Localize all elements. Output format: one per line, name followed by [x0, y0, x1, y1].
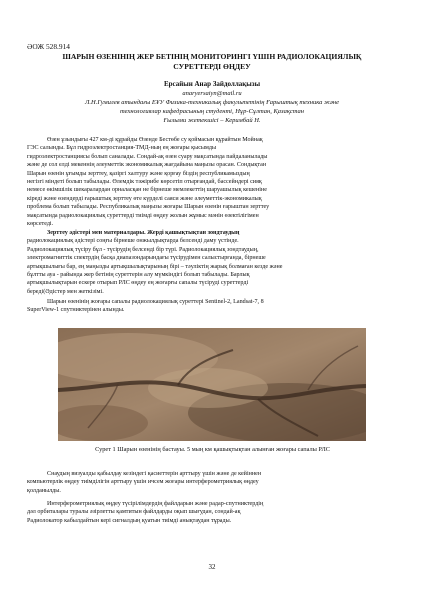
supervisor: Ғылыми жетекшісі – Керимбай Н.	[163, 117, 261, 124]
paragraph-interferometry	[27, 500, 398, 525]
paragraph-sources	[27, 298, 398, 315]
text-line: Радиолокациялық түсіру бұл - түсірудің белсенді бір түрі. Радиолокациялық зондтаудың,	[27, 246, 259, 253]
text-line: Снаудың визуалды қабылдау кезіндегі қасиеттерін арттыру үшін және де кейіннен	[47, 471, 262, 477]
text-line: кіреді және өзендерді ғарыштық зерттеу өте күрделі саяси және әлеуметтік-экономикалық	[27, 195, 262, 202]
text-line: гидроэлектростанциясы болып саналады. Сондай-ақ өзен суару мақсатында пайдаланылады	[27, 153, 268, 160]
text-line: Өзен ұзындығы 427 км-ді құрайды Өзенде Бестөбе су қоймасын құрайтын Мойнақ	[47, 137, 263, 143]
text-line: мақсатында радиолокациялық суреттерді тиімді өңдеу жолын жұмыс мәнін өзектілігімен	[27, 212, 259, 219]
text-line: Интерферометриялық өңдеу түсірілімдердің файлдарын және радар-спутниктердің	[47, 501, 264, 507]
text-line: немесе өкімшілік шекаралардан орналасқан не бірнеше мемлекеттің шаруашылық кешеніне	[27, 187, 267, 194]
author-email: anaryersaiyn@mail.ru	[182, 90, 242, 97]
page-number: 32	[208, 563, 216, 571]
text-line: артықшылықтарын ескере отырып РЛС өңдеу ең жоғарғы сапалы түсіруді суреттерді	[27, 280, 249, 287]
text-line: негізгі міндеті болып табылады. Өлемдік тәжірибе көрсетіп отырғандай, бассейндері сияқ	[27, 179, 262, 186]
paper-title-line-2: СУРЕТТЕРДІ ӨҢДЕУ	[173, 62, 251, 71]
text-line: Зерттеу әдістері мен материалдары. Жерді қашықтықтан зондтаудың	[47, 230, 240, 236]
text-line: Шарын өзенін ұғымды зерттеу, қазіргі халтуру және қорғау біздің республикамыздың	[27, 170, 250, 177]
affiliation-line-1: Л.Н.Гумилев атындағы ЕҰУ Физика-техникалық факультетінің Ғарыштық техника және	[84, 99, 340, 106]
udc-code: ӘОЖ 528.914	[27, 42, 70, 51]
text-line: радиолокациялық әдістері соңғы бірнеше онжылдықтарда белсенді даму үстінде.	[27, 238, 239, 245]
figure-1-radar-photo	[58, 328, 366, 441]
text-line: бұлтты ауа - райында жер бетінің суреттерін алу мүмкіндігі болып табылады. Барлық	[27, 272, 250, 279]
text-line: және де сол елді мекеннің әлеуметтік экономикалық жағдайына маңызы орасан. Сондықтан	[27, 162, 267, 169]
text-line: көрсетеді.	[27, 221, 54, 228]
text-line: ГЭС салынды. Бұл гидроэлектростанция-ТМД-ның ең жоғары қысымды	[27, 145, 217, 152]
text-line: береді(Әдістер мен жеткізімі.	[27, 288, 104, 295]
affiliation-line-2: технологиялар кафедрасының студенті, Нұр-Сұлтан, Қазақстан	[119, 108, 305, 115]
author-name: Ерсайын Анар Зайдоллақызы	[163, 80, 261, 88]
text-line: дәл орбиталары туралы әзірлетты қамтитын файлдарды оқып шығудан, сондай-ақ	[27, 509, 241, 516]
text-line: қолданылды.	[27, 487, 61, 494]
text-line: компьютерлік өңдеу тиімділігін арттыру үшін ичсем жоғары интерферометриялық өңдеу	[27, 479, 259, 486]
paragraph-processing	[27, 470, 398, 495]
text-line: Шарын өзенінің жоғары сапалы радиолокациялық суреттері Sentinel-2, Landsat-7, 8	[47, 299, 264, 305]
text-line: проблема болып табылады. Республикалық маңызы жоғары Шарын өзенін ғарыштан зерттеу	[27, 204, 270, 211]
figure-1-caption: Сурет 1 Шарын өзенінің бастауы. 5 мың км қашықтықтан алынған жоғары сапалы РЛС	[95, 446, 330, 453]
text-line: артықшылығы бар, ең маңызды артықшылықтарының бірі – тәуліктің жарық болмаған кезде және	[27, 263, 283, 270]
text-line: Радиолокатор кабылдайтын кері сигналдың қуатын тиімді анықтаудан тұрады.	[27, 517, 232, 524]
paragraph-intro	[27, 136, 398, 228]
paper-title-line-1: ШАРЫН ӨЗЕНІНІҢ ЖЕР БЕТІНІҢ МОНИТОРИНГІ ҮШІН РАДИОЛОКАЦИЯЛЫҚ	[62, 52, 362, 61]
text-line: SuperView-1 спутниктерінен алынды.	[27, 307, 125, 314]
text-line: электромагниттік спектрдің басқа диапазондарындағы түсірудімен салыстырғанда, бірнеше	[27, 255, 266, 262]
paragraph-methods	[27, 229, 398, 296]
